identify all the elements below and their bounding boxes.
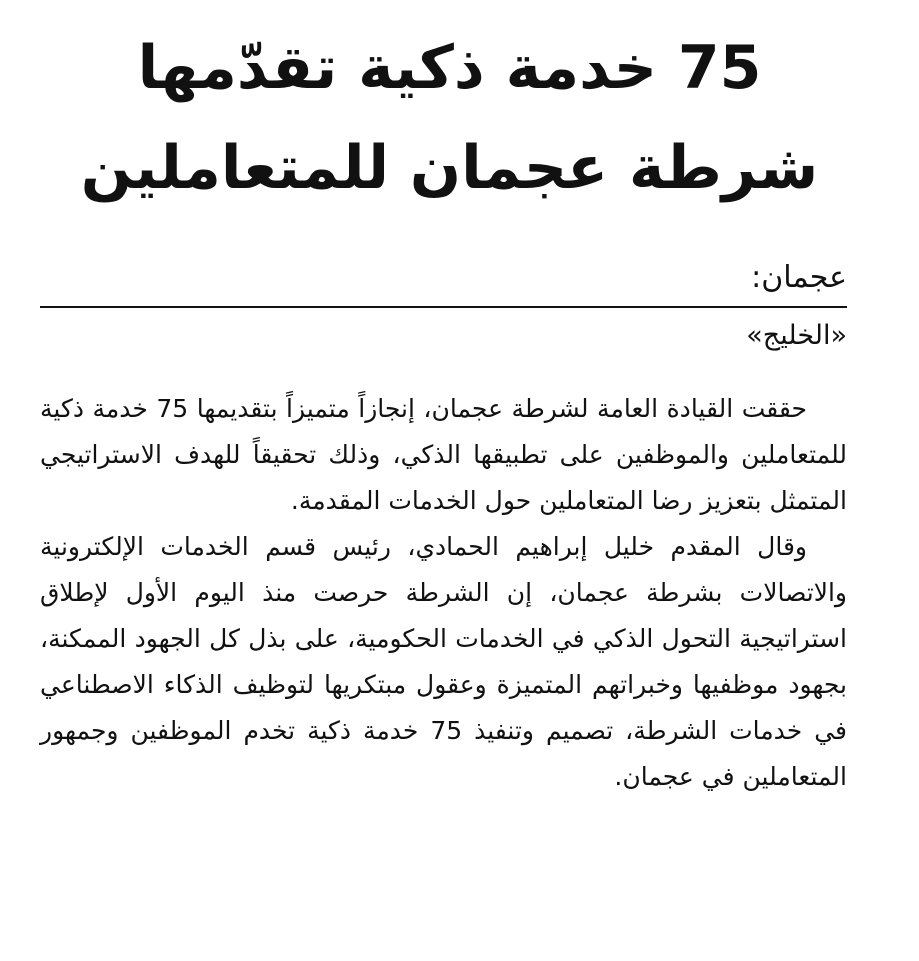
dateline: عجمان: — [751, 260, 847, 295]
paragraph-2: وقال المقدم خليل إبراهيم الحمادي، رئيس قسم الخدمات الإلكترونية والاتصالات بشرطة عجمان، إن الشرطة حرصت منذ اليوم الأول لإطلاق استراتيجية التحول الذكي في الخدمات الحكومية، على بذل كل الجهود الممكنة، بجهود موظفيها وخبراتهم المتميزة وعقول مبتكريها لتوظيف الذكاء الاصطناعي في خدمات الشرطة، تصميم وتنفيذ 75 خدمة ذكية تخدم الموظفين وجمهور المتعاملين في عجمان. — [40, 532, 847, 791]
headline-line-1: 75 خدمة ذكية تقدّمها — [137, 33, 762, 103]
headline — [40, 18, 859, 218]
paragraph-1: حققت القيادة العامة لشرطة عجمان، إنجازاً متميزاً بتقديمها 75 خدمة ذكية للمتعاملين والموظفين على تطبيقها الذكي، وذلك تحقيقاً للهدف الاستراتيجي المتمثل بتعزيز رضا المتعاملين حول الخدمات المقدمة. — [40, 394, 847, 515]
divider-rule — [40, 306, 847, 308]
source-credit: «الخليج» — [746, 320, 847, 351]
headline-line-2: شرطة عجمان للمتعاملين — [80, 133, 819, 203]
article-body — [40, 386, 859, 800]
